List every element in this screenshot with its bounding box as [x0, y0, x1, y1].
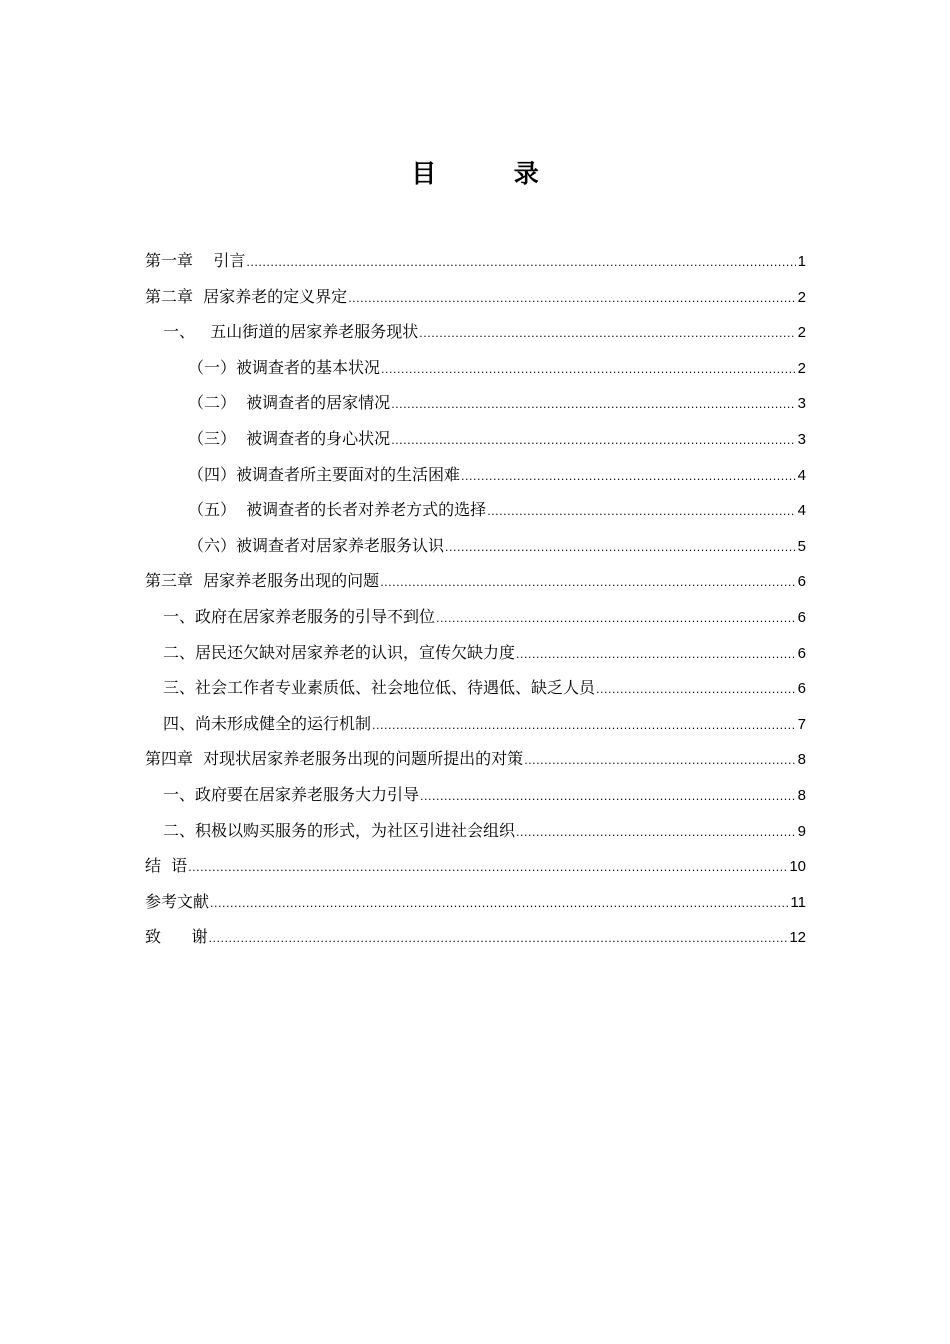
toc-leader-dots [391, 387, 795, 423]
toc-title: 目 录 [411, 159, 559, 188]
toc-leader-dots [391, 423, 795, 459]
toc-page-number: 8 [797, 751, 806, 769]
toc-page-number: 10 [789, 858, 806, 876]
toc-entry-text: 参考文献 [145, 891, 210, 911]
toc-page-number: 6 [797, 608, 806, 626]
toc-entry-text: （三） 被调查者的身心状况 [188, 428, 391, 448]
toc-leader-dots [445, 530, 796, 566]
toc-entry[interactable] [145, 919, 806, 955]
toc-entry[interactable] [145, 528, 806, 564]
toc-page-number: 11 [790, 893, 806, 911]
toc-page-number: 4 [797, 466, 806, 484]
toc-entry-text: 第三章 居家养老服务出现的问题 [145, 571, 380, 591]
toc-page-number: 5 [797, 537, 806, 555]
toc-leader-dots [209, 921, 788, 957]
toc-page-number: 6 [797, 573, 806, 591]
toc-entry-text: （五） 被调查者的长者对养老方式的选择 [188, 500, 487, 520]
toc-page-number: 12 [789, 929, 806, 947]
toc-entry-text: 二、积极以购买服务的形式，为社区引进社会组织 [163, 820, 516, 840]
toc-leader-dots [487, 494, 795, 530]
toc-entry-text: （一）被调查者的基本状况 [188, 357, 381, 377]
toc-entry-text: 三、社会工作者专业素质低、社会地位低、待遇低、缺乏人员 [163, 678, 596, 698]
toc-leader-dots [381, 352, 796, 388]
toc-entry-text: （六）被调查者对居家养老服务认识 [188, 535, 445, 555]
toc-leader-dots [420, 779, 796, 815]
toc-leader-dots [516, 815, 796, 851]
toc-page-number: 2 [797, 359, 806, 377]
toc-page-number: 6 [797, 644, 806, 662]
toc-list [145, 243, 806, 955]
toc-entry[interactable] [145, 350, 806, 386]
toc-entry[interactable] [145, 563, 806, 599]
toc-entry[interactable] [145, 421, 806, 457]
toc-entry[interactable] [145, 848, 806, 884]
toc-leader-dots [419, 316, 795, 352]
toc-page-number: 6 [797, 680, 806, 698]
toc-page-number: 4 [797, 502, 806, 520]
toc-entry-text: 一、 五山街道的居家养老服务现状 [163, 322, 419, 342]
toc-entry[interactable] [145, 279, 806, 315]
toc-entry[interactable] [145, 243, 806, 279]
toc-page-number: 2 [797, 288, 806, 306]
toc-leader-dots [188, 850, 787, 886]
toc-entry[interactable] [145, 599, 806, 635]
toc-page-number: 8 [797, 786, 806, 804]
toc-leader-dots [461, 459, 796, 495]
toc-entry-text: 二、居民还欠缺对居家养老的认识，宣传欠缺力度 [163, 642, 516, 662]
toc-page-number: 3 [797, 430, 806, 448]
toc-leader-dots [348, 281, 795, 317]
toc-entry[interactable] [145, 706, 806, 742]
toc-page-number: 3 [797, 395, 806, 413]
toc-entry-text: 四、尚未形成健全的运行机制 [163, 713, 372, 733]
toc-entry[interactable] [145, 884, 806, 920]
toc-leader-dots [246, 245, 795, 281]
toc-entry-text: 一、政府在居家养老服务的引导不到位 [163, 606, 436, 626]
toc-page-number: 7 [797, 715, 806, 733]
toc-entry[interactable] [145, 741, 806, 777]
toc-entry-text: 致 谢 [145, 927, 208, 947]
toc-entry-text: 第二章 居家养老的定义界定 [145, 286, 348, 306]
toc-entry-text: （二） 被调查者的居家情况 [188, 393, 391, 413]
toc-entry[interactable] [145, 813, 806, 849]
toc-page-number: 2 [797, 324, 806, 342]
toc-leader-dots [436, 601, 796, 637]
toc-entry[interactable] [145, 492, 806, 528]
toc-leader-dots [524, 743, 795, 779]
toc-entry-text: 结 语 [145, 856, 188, 876]
toc-entry[interactable] [145, 777, 806, 813]
toc-page-number: 1 [797, 253, 806, 270]
toc-entry-text: （四）被调查者所主要面对的生活困难 [188, 464, 461, 484]
toc-entry[interactable] [145, 670, 806, 706]
toc-entry[interactable] [145, 385, 806, 421]
toc-entry[interactable] [145, 635, 806, 671]
toc-leader-dots [516, 637, 796, 673]
toc-entry-text: 一、政府要在居家养老服务大力引导 [163, 784, 420, 804]
toc-leader-dots [210, 886, 788, 922]
toc-entry[interactable] [145, 314, 806, 350]
toc-page-number: 9 [797, 822, 806, 840]
toc-entry-text: 第一章 引言 [145, 251, 246, 270]
toc-leader-dots [596, 672, 796, 708]
toc-leader-dots [372, 708, 796, 744]
toc-entry[interactable] [145, 457, 806, 493]
toc-leader-dots [380, 565, 795, 601]
toc-entry-text: 第四章 对现状居家养老服务出现的问题所提出的对策 [145, 749, 524, 769]
